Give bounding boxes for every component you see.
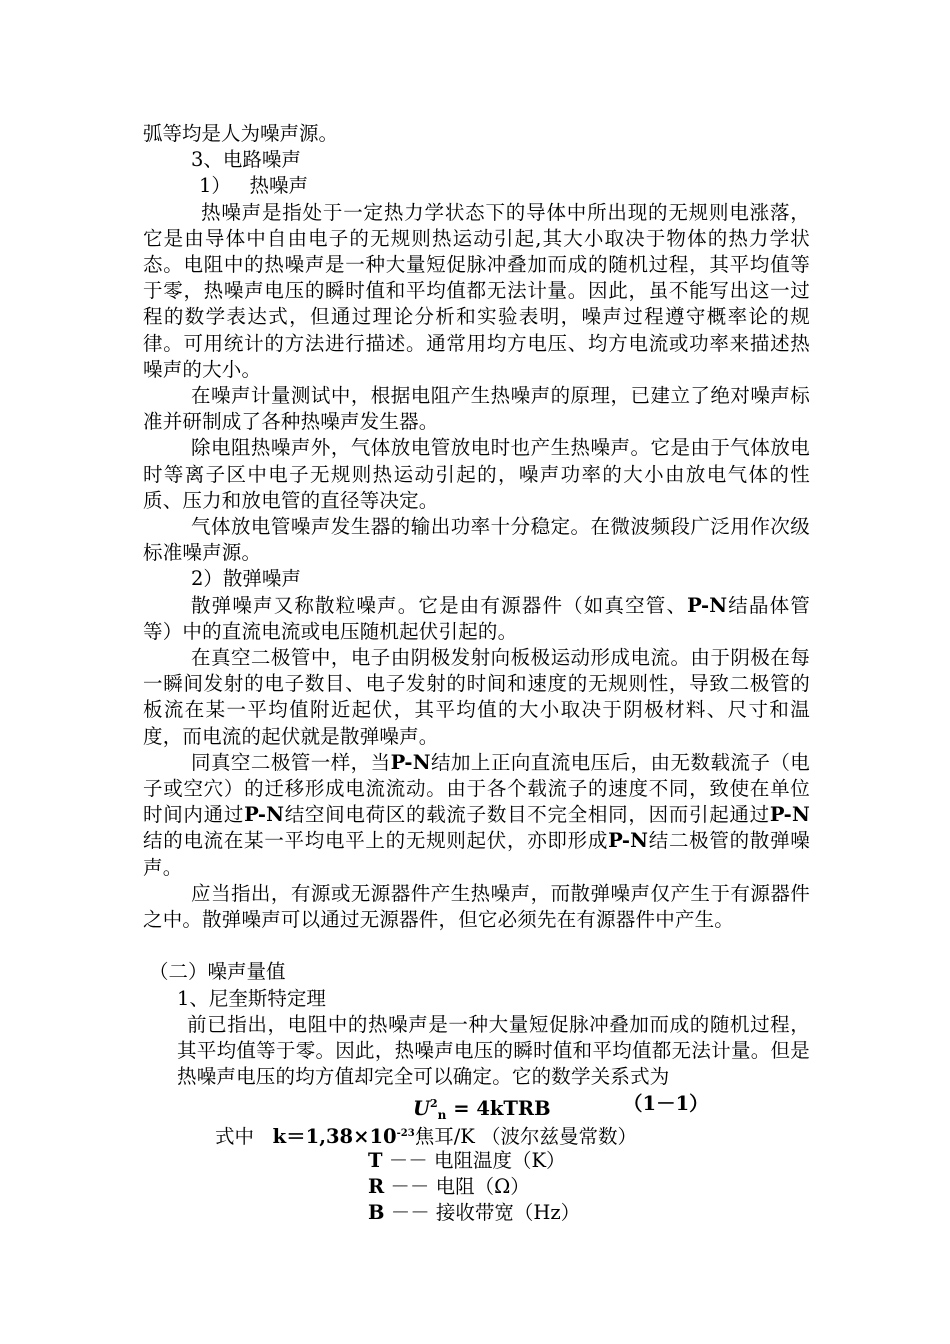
text-run-bold: P-N	[244, 803, 285, 827]
variable-symbol: T	[368, 1148, 383, 1172]
blank-line	[143, 933, 810, 959]
variable-dash: －－	[390, 1200, 430, 1224]
text-line: 弧等均是人为噪声源。	[143, 122, 339, 145]
paragraph: 热噪声是指处于一定热力学状态下的导体中所出现的无规则电涨落，它是由导体中自由电子的无规则热运动引起,其大小取决于物体的热力学状态。电阻中的热噪声是一种大量短促脉冲叠加而成的随机过程，其平均值等于零，热噪声电压的瞬时值和平均值都无法计量。因此，虽不能写出这一过程的数学表达式，但通过理论分析和实验表明，噪声过程遵守概率论的规律。可用统计的方法进行描述。通常用均方电压、均方电流或功率来描述热噪声的大小。	[143, 200, 810, 381]
text-run-bold: P-N	[687, 593, 728, 617]
text-run: 结二极管的散弹噪声。	[143, 829, 810, 879]
section-heading-circuit-noise: 3、电路噪声	[191, 148, 301, 172]
paragraph	[143, 750, 810, 881]
subscript: n	[437, 1107, 447, 1122]
heading-number: 1）	[199, 174, 231, 198]
superscript: -23	[396, 1127, 415, 1139]
definition-text	[215, 1121, 637, 1150]
definition-line	[143, 1121, 810, 1148]
variable-description: 电阻（Ω）	[435, 1174, 530, 1198]
subsection-heading-shot-noise: 2）散弹噪声	[191, 567, 301, 591]
variable-definition	[143, 1200, 810, 1226]
section-heading-noise-quantity: （二）噪声量值	[149, 960, 286, 984]
constant-note: （波尔兹曼常数）	[481, 1124, 638, 1148]
text-run: 结加上正向直流电压后，由无数载流子（电子或空穴）的迁移形成电流流动。由于各个载流子的速度不同，致使在单位时间内通过	[143, 750, 810, 827]
paragraph: 在噪声计量测试中，根据电阻产生热噪声的原理，已建立了绝对噪声标准并研制成了各种热噪声发生器。	[143, 384, 810, 434]
variable-description: 电阻温度（K）	[433, 1148, 566, 1172]
variable-text	[368, 1174, 530, 1200]
text-run-bold: P-N	[769, 803, 810, 827]
variable-dash: －－	[390, 1174, 430, 1198]
paragraph	[143, 593, 810, 645]
text-run: 散弹噪声又称散粒噪声。它是由有源器件（如真空管、	[191, 593, 688, 617]
text-run: 结的电流在某一平均电平上的无规则起伏，亦即形成	[143, 829, 609, 853]
variable-definition	[143, 1148, 810, 1174]
heading-title: 热噪声	[249, 174, 309, 198]
paragraph: 应当指出，有源或无源器件产生热噪声，而散弹噪声仅产生于有源器件之中。散弹噪声可以通过无源器件，但它必须先在有源器件中产生。	[143, 881, 810, 932]
text-run: 同真空二极管一样，当	[191, 750, 391, 774]
paragraph: 除电阻热噪声外，气体放电管放电时也产生热噪声。它是由于气体放电时等离子区中电子无规则热运动引起的，噪声功率的大小由放电气体的性质、压力和放电管的直径等决定。	[143, 436, 810, 512]
text-run: 结空间电荷区的载流子数目不完全相同，因而引起通过	[284, 803, 770, 827]
document-body	[143, 121, 810, 1226]
variable-symbol: R	[368, 1174, 385, 1198]
variable-dash: －－	[388, 1148, 428, 1172]
paragraph: 在真空二极管中，电子由阴极发射向板极运动形成电流。由于阴极在每一瞬间发射的电子数目、电子发射的时间和速度的无规则性，导致二极管的板流在某一平均值附近起伏，其平均值的大小取决于阴极材料、尺寸和温度，而电流的起伏就是散弹噪声。	[143, 646, 810, 748]
text-run: 结晶体管等）中的直流电流或电压随机起伏引起的。	[143, 593, 810, 643]
constant-value: k＝1,38×10	[272, 1124, 397, 1148]
variable-text	[368, 1200, 580, 1226]
definition-prefix: 式中	[215, 1124, 255, 1148]
variable-text	[368, 1148, 566, 1174]
subsection-heading-nyquist: 1、尼奎斯特定理	[177, 986, 326, 1010]
paragraph: 前已指出，电阻中的热噪声是一种大量短促脉冲叠加而成的随机过程，其平均值等于零。因此，热噪声电压的瞬时值和平均值都无法计量。但是热噪声电压的均方值却完全可以确定。它的数学关系式为	[177, 1012, 810, 1089]
equation-line	[143, 1091, 810, 1121]
variable-description: 接收带宽（Hz）	[435, 1200, 581, 1224]
equation-number: （1－1）	[623, 1091, 709, 1115]
text-run-bold: P-N	[390, 750, 431, 774]
variable-definition	[143, 1174, 810, 1200]
variable-symbol: B	[368, 1200, 385, 1224]
text-run-bold: P-N	[608, 829, 649, 853]
superscript: 2	[430, 1096, 438, 1110]
subsection-heading-thermal-noise	[143, 173, 810, 199]
paragraph: 气体放电管噪声发生器的输出功率十分稳定。在微波频段广泛用作次级标准噪声源。	[143, 515, 810, 565]
equation-rhs: = 4kTRB	[446, 1096, 551, 1120]
constant-unit: 焦耳/K	[414, 1124, 475, 1148]
equation-symbol: U	[413, 1096, 431, 1120]
